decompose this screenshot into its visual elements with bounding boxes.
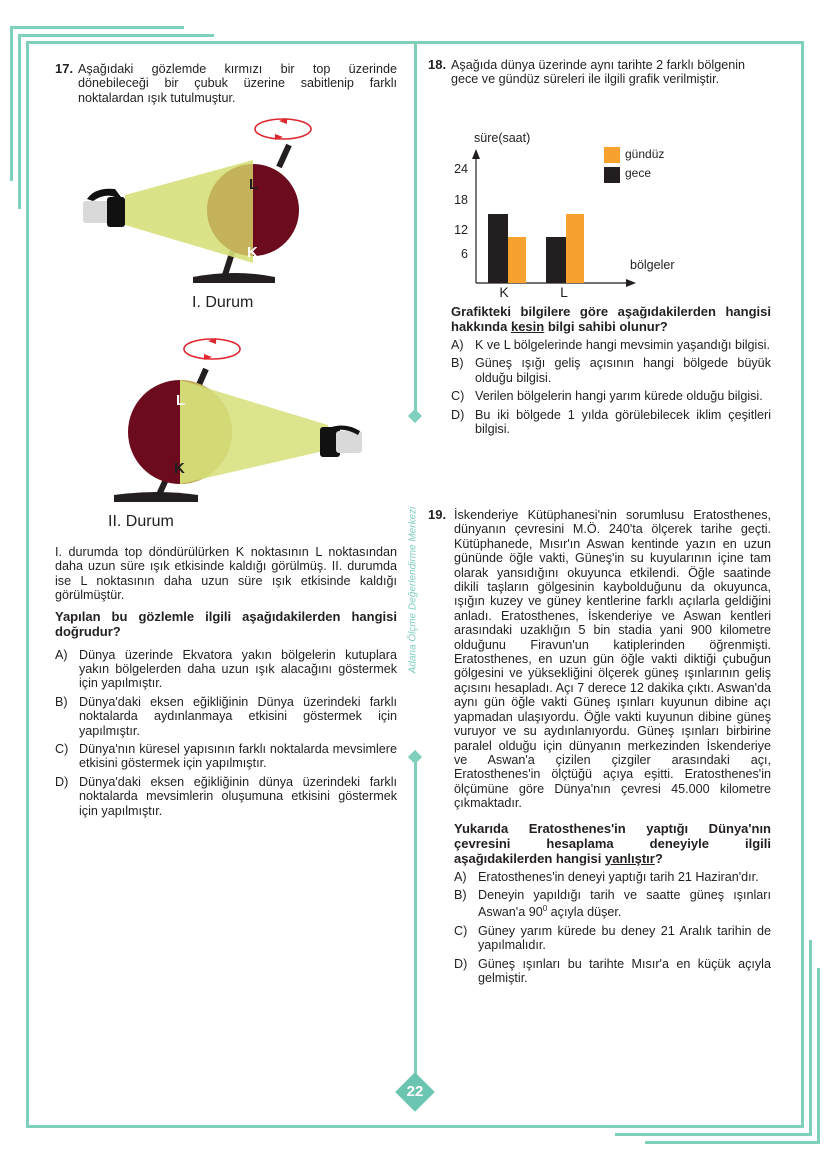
frame-inner-bottom [26, 1125, 804, 1128]
svg-text:K: K [247, 244, 258, 261]
option-b[interactable]: B) Dünya'daki eksen eğikliğinin Dünya üzerindeki farklı noktalarda aydınlanmaya etkisini göstermek için yapılmıştır. [55, 694, 397, 738]
question-number: 18. [428, 57, 447, 72]
figure-2-caption: II. Durum [108, 513, 174, 530]
question-17-intro [55, 62, 397, 105]
divider-diamond-top [408, 409, 422, 423]
bar-l-gece [546, 237, 566, 283]
option-c[interactable]: C) Dünya'nın küresel yapısının farklı noktalarda mevsimlere etkisini göstermek için yapılmıştır. [55, 742, 397, 771]
option-d[interactable]: D) Dünya'daki eksen eğikliğinin dünya üzerindeki farklı noktalarda mevsimlerin oluşumuna etkisini göstermek için yapılmıştır. [55, 774, 397, 818]
rotation-arrow-icon [184, 338, 240, 360]
svg-text:L: L [560, 284, 568, 300]
frame-br-middle-bottom [615, 1133, 812, 1136]
option-d[interactable]: D) Güneş ışınları bu tarihte Mısır'a en küçük açıyla gelmiştir. [454, 956, 771, 986]
svg-text:K: K [499, 284, 509, 300]
figure-durum-2 [108, 335, 368, 515]
figure-durum-1 [75, 115, 325, 295]
svg-text:12: 12 [454, 223, 468, 237]
bar-k-gunduz [508, 237, 526, 283]
frame-middle-top [18, 34, 214, 37]
option-b[interactable]: B) Güneş ışığı geliş açısının hangi bölgede büyük olduğu bilgisi. [451, 356, 771, 385]
answer-options [55, 648, 397, 818]
day-night-bar-chart [440, 125, 700, 300]
bar-k-gece [488, 214, 508, 283]
question-number: 17. [55, 61, 74, 76]
svg-text:6: 6 [461, 247, 468, 261]
publisher-watermark: Adana Ölçme Değerlendirme Merkezi [407, 506, 419, 674]
question-18-intro [428, 58, 771, 87]
rotation-arrow-icon [255, 118, 311, 140]
question-19 [428, 508, 771, 986]
question-number: 19. [428, 507, 447, 522]
column-divider-top [414, 44, 417, 416]
question-stem: Yukarıda Eratosthenes'in yaptığı Dünya'nın çevresini hesaplama deneyiyle ilgili aşağıdakilerden hangisi yanlıştır? [454, 820, 771, 866]
answer-options [454, 870, 771, 986]
emphasis-underlined: yanlıştır [605, 850, 655, 866]
option-d[interactable]: D) Bu iki bölgede 1 yılda görülebilecek iklim çeşitleri bilgisi. [451, 407, 771, 437]
question-intro-text: Aşağıdaki gözlemde kırmızı bir top üzerinde dönebileceği bir çubuk üzerine sabitlenip farklı noktalardan ışık tutulmuştur. [78, 62, 397, 105]
question-18-body [451, 304, 771, 436]
flashlight-icon [320, 425, 362, 457]
figure-1-caption: I. Durum [192, 294, 254, 311]
emphasis-underlined: kesin [510, 319, 545, 334]
question-stem: Grafikteki bilgilere göre aşağıdakilerden hangisi hakkında kesin bilgi sahibi olunur? [451, 304, 771, 334]
option-a[interactable]: A) Eratosthenes'in deneyi yaptığı tarih 21 Haziran'dır. [454, 869, 759, 884]
option-c[interactable]: C) Güney yarım kürede bu deney 21 Aralık tarihin de yapılmalıdır. [454, 923, 771, 953]
legend-swatch-gunduz [604, 147, 620, 163]
svg-text:18: 18 [454, 193, 468, 207]
svg-text:süre(saat): süre(saat) [474, 131, 531, 145]
svg-text:bölgeler: bölgeler [630, 258, 675, 272]
frame-br-middle-right [809, 940, 812, 1135]
frame-inner-left [26, 41, 29, 1127]
svg-text:24: 24 [454, 162, 468, 176]
frame-br-outer-right [817, 968, 820, 1143]
answer-options [451, 338, 771, 436]
svg-text:L: L [249, 176, 259, 193]
question-intro-text: Aşağıda dünya üzerinde aynı tarihte 2 farklı bölgenin gece ve gündüz süreleri ile ilgili grafik verilmiştir. [451, 58, 746, 87]
frame-br-outer-bottom [645, 1141, 820, 1144]
page-number: 22 [406, 1083, 424, 1100]
question-17-body [55, 545, 397, 818]
svg-text:K: K [174, 460, 185, 477]
svg-text:gece: gece [625, 166, 652, 180]
passage-text: İskenderiye Kütüphanesi'nin sorumlusu Eratosthenes, dünyanın çevresini M.Ö. 240'ta ölçerek tarihe geçti. Kütüphanede, Mısır'ın Aswan kentinde yazın en uzun gününde öğle vakti, Güneş'in su kuyularının içine tam olarak yansıdığını okuyunca etkilendi. Öğle saatinde dikili taşların gölgesinin kaybolduğunu da okuyunca, ışığın kuzey ve güney kentlerine farklı açılarla geldiğini anladı. Eratosthenes, İskenderiye ve Aswan kentleri arasındaki uzaklığın 5 bin stadia yani 900 kilometre olduğunu Firavun'un katiplerinden öğrenmişti. Eratosthenes, en uzun gün öğle vakti diktiği çubuğun gölgesini ve yüksekliğini ölçerek güneş ışınlarının geliş açısını hesapladı. Açı 7 derece 12 dakika çıktı. Aswan'da aynı gün öğle vakti Güneş ışınları kuyunun dibine açı yapmadan ulaşıyordu. Öğle vakti kuyunun dibine güneş vuruyor ve su aydınlanıyordu. Güneş ışınları birbirine paralel olduğu için dünyanın merkezinden İskenderiye ve Aswan'a çizilen çizgiler arasındaki açı, Eratosthenes'in ölçtüğü açıya eşitti. Eratosthenes'in ölçümüne göre Dünya'nın çevresi 45.000 kilometre çıkmaktadır. [454, 508, 771, 811]
option-c[interactable]: C) Verilen bölgelerin hangi yarım kürede olduğu bilgisi. [451, 389, 763, 404]
frame-outer-left [10, 26, 13, 181]
frame-middle-left [18, 34, 21, 209]
svg-text:gündüz: gündüz [625, 147, 665, 161]
bar-l-gunduz [566, 214, 584, 283]
question-stem: Yapılan bu gözlemle ilgili aşağıdakilerden hangisi doğrudur? [55, 608, 397, 639]
option-a[interactable]: A) K ve L bölgelerinde hangi mevsimin yaşandığı bilgisi. [451, 338, 770, 352]
flashlight-icon [83, 189, 125, 227]
legend-swatch-gece [604, 167, 620, 183]
frame-inner-right [801, 41, 804, 1127]
svg-text:L: L [176, 392, 186, 409]
observation-description: I. durumda top döndürülürken K noktasının L noktasından daha uzun süre ışık etkisinde kaldığı görülmüş. II. durumda ise L noktasının daha uzun süre ışık etkisinde kaldığı görülmüştür. [55, 545, 397, 603]
column-divider-bottom [414, 757, 417, 1082]
option-b[interactable]: B) Deneyin yapıldığı tarih ve saatte güneş ışınları Aswan'a $90^0$ açıyla düşer. [454, 887, 771, 920]
option-a[interactable]: A) Dünya üzerinde Ekvatora yakın bölgelerin kutuplara yakın bölgelerden daha uzun ışık alacağını göstermek için yapılmıştır. [55, 647, 397, 691]
frame-outer-top [10, 26, 184, 29]
